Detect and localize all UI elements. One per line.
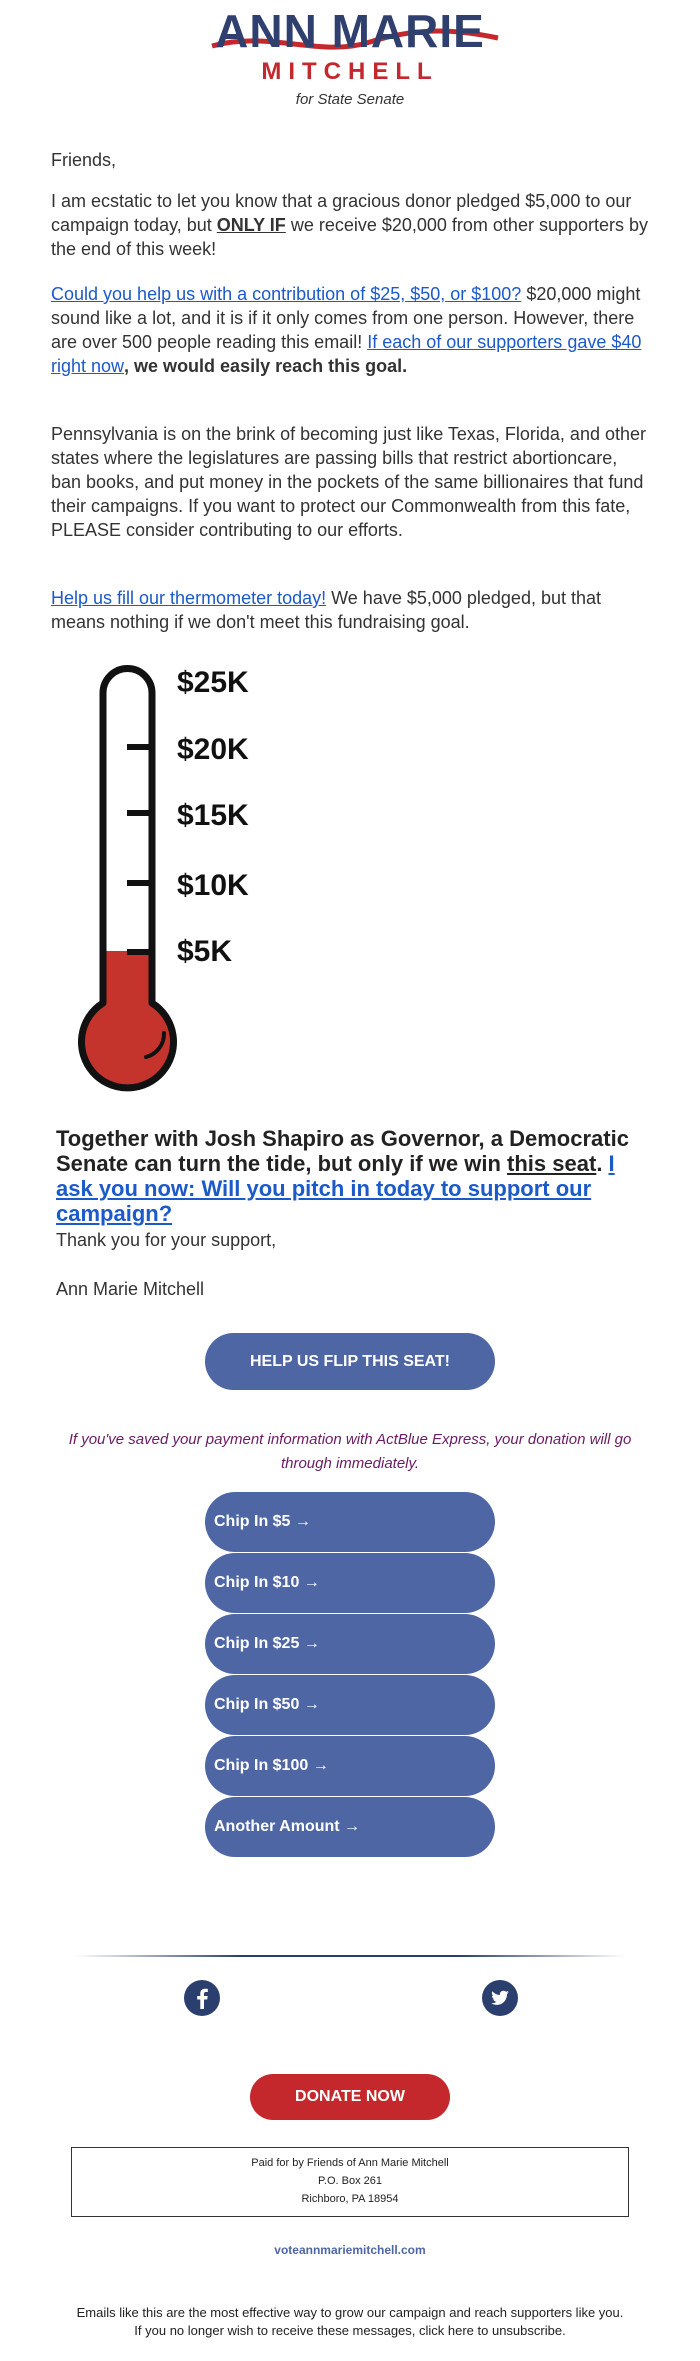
thanks-text: Thank you for your support, <box>56 1230 277 1250</box>
closing-paragraph <box>56 1126 646 1226</box>
fundraising-thermometer <box>70 665 270 1105</box>
footer-divider <box>75 1955 625 1957</box>
thermometer-text: We have $5,000 pledged, but that means nothing if we don't meet this fundraising goal. <box>51 588 602 632</box>
footer-line-1: Emails like this are the most effective way to grow our campaign and reach supporters like you. <box>76 2305 624 2320</box>
closing-text-a: Together with Josh Shapiro as Governor, a Democratic Senate can turn the tide, but only if we win <box>56 1126 629 1176</box>
po-box-line: P.O. Box 261 <box>317 2175 382 2187</box>
paragraph-pledge <box>51 189 651 261</box>
paid-for-disclaimer <box>71 2147 629 2217</box>
only-if-text: ONLY IF <box>216 215 286 235</box>
another-amount-button[interactable]: Another Amount → <box>205 1797 495 1857</box>
forty-dollar-link[interactable]: If each of our supporters gave $40 right now <box>51 332 642 376</box>
thermo-label-10k: $10K <box>177 869 249 902</box>
facebook-icon[interactable] <box>184 1980 220 2016</box>
thermo-label-5k: $5K <box>177 935 233 968</box>
signature: Ann Marie Mitchell <box>56 1279 205 1299</box>
chip-in-10-button[interactable]: Chip In $10 → <box>205 1553 495 1613</box>
thermo-label-25k: $25K <box>177 666 249 699</box>
closing-text-b: . <box>596 1151 609 1176</box>
flip-seat-button[interactable]: HELP US FLIP THIS SEAT! <box>205 1333 495 1390</box>
logo-name-top: ANN MARIE <box>215 5 485 57</box>
thermo-label-15k: $15K <box>177 799 249 832</box>
greeting: Friends, <box>51 150 117 170</box>
chip-in-25-button[interactable]: Chip In $25 → <box>205 1614 495 1674</box>
website-link[interactable]: voteannmariemitchell.com <box>274 2243 426 2257</box>
ask-text-b: , we would easily reach this goal. <box>124 356 408 376</box>
this-seat-text: this seat <box>507 1151 597 1176</box>
ask-text-a: $20,000 might sound like a lot, and it is if it only comes from one person. However, there are over 500 people reading this email! <box>51 284 641 352</box>
thermometer-link[interactable]: Help us fill our thermometer today! <box>51 588 327 608</box>
paid-for-line: Paid for by Friends of Ann Marie Mitchell <box>251 2157 449 2169</box>
logo-name-bottom: MITCHELL <box>261 58 439 85</box>
twitter-icon[interactable] <box>482 1980 518 2016</box>
unsubscribe-link[interactable]: If you no longer wish to receive these messages, click here to unsubscribe. <box>134 2323 566 2338</box>
unsubscribe-footer <box>0 2304 700 2340</box>
chip-in-100-button[interactable]: Chip In $100 → <box>205 1736 495 1796</box>
chip-in-5-button[interactable]: Chip In $5 → <box>205 1492 495 1552</box>
contribution-link[interactable]: Could you help us with a contribution of $25, $50, or $100? <box>51 284 522 304</box>
paragraph-ask <box>51 282 651 378</box>
chip-in-50-button[interactable]: Chip In $50 → <box>205 1675 495 1735</box>
address-line: Richboro, PA 18954 <box>301 2193 399 2205</box>
actblue-note: If you've saved your payment information with ActBlue Express, your donation will go through immediately. <box>68 1431 632 1472</box>
logo-subtitle: for State Senate <box>295 91 405 108</box>
pledge-text-b: we receive $20,000 from other supporters by the end of this week! <box>51 215 649 259</box>
paragraph-pennsylvania: Pennsylvania is on the brink of becoming just like Texas, Florida, and other states where the legislatures are passing bills that restrict abortioncare, ban books, and put money in the pockets of the same billionaires that fund their campaigns. If you want to protect our Commonwealth from this fate, PLEASE consider contributing to our efforts. <box>51 424 646 540</box>
paragraph-thermometer <box>51 586 651 634</box>
pledge-text-a: I am ecstatic to let you know that a gracious donor pledged $5,000 to our campaign today, but <box>51 191 632 235</box>
thermo-label-20k: $20K <box>177 733 249 766</box>
pitch-in-link[interactable]: I ask you now: Will you pitch in today to support our campaign? <box>56 1151 615 1226</box>
donate-now-button[interactable]: DONATE NOW <box>250 2074 450 2120</box>
thermometer-fill <box>82 951 174 1088</box>
